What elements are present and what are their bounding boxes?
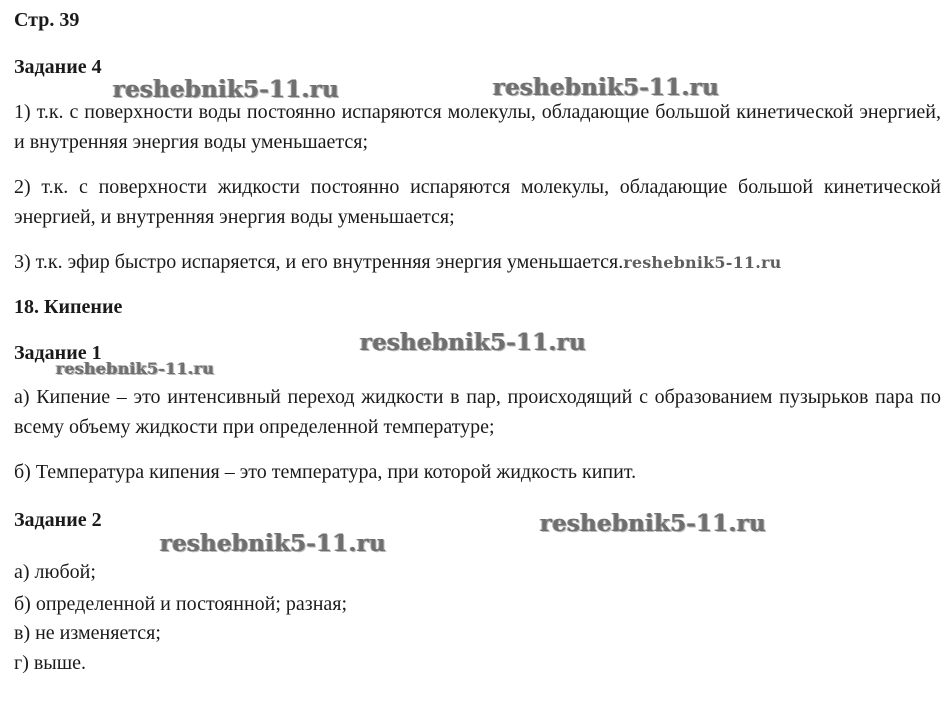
watermark-4: reshebnik5-11.ru [56,359,215,378]
task2-item-d: г) выше. [14,652,87,674]
watermark-6: reshebnik5-11.ru [160,530,387,557]
task2-item-a: а) любой; [14,561,96,583]
task2-item-b: б) определенной и постоянной; разная; [14,593,348,615]
section-heading: 18. Кипение [14,296,123,318]
page-number: Стр. 39 [14,9,80,31]
task2-heading: Задание 2 [14,509,102,531]
task4-item-1: 1) т.к. с поверхности воды постоянно испаряются молекулы, обладающие большой кинетической энергией, и внутренняя энергия воды уменьшается; [14,101,941,153]
task1-heading: Задание 1 [14,342,102,364]
watermark-1: reshebnik5-11.ru [113,76,340,103]
watermark-3: reshebnik5-11.ru [360,329,587,356]
task4-item-3 [14,247,941,278]
task4-item-2: 2) т.к. с поверхности жидкости постоянно испаряются молекулы, обладающие большой кинетической энергией, и внутренняя энергия воды уменьшается; [14,176,941,228]
watermark-5: reshebnik5-11.ru [540,510,767,537]
task1-item-a: а) Кипение – это интенсивный переход жидкости в пар, происходящий с образованием пузырьков пара по всему объему жидкости при определенной температуре; [14,386,941,438]
task2-item-c: в) не изменяется; [14,622,161,644]
task1-item-b: б) Температура кипения – это температура, при которой жидкость кипит. [14,461,637,483]
watermark-inline: reshebnik5-11.ru [623,253,782,272]
watermark-2: reshebnik5-11.ru [493,74,720,101]
task4-heading: Задание 4 [14,56,102,78]
task4-item-3-text: 3) т.к. эфир быстро испаряется, и его внутренняя энергия уменьшается. [14,251,624,273]
